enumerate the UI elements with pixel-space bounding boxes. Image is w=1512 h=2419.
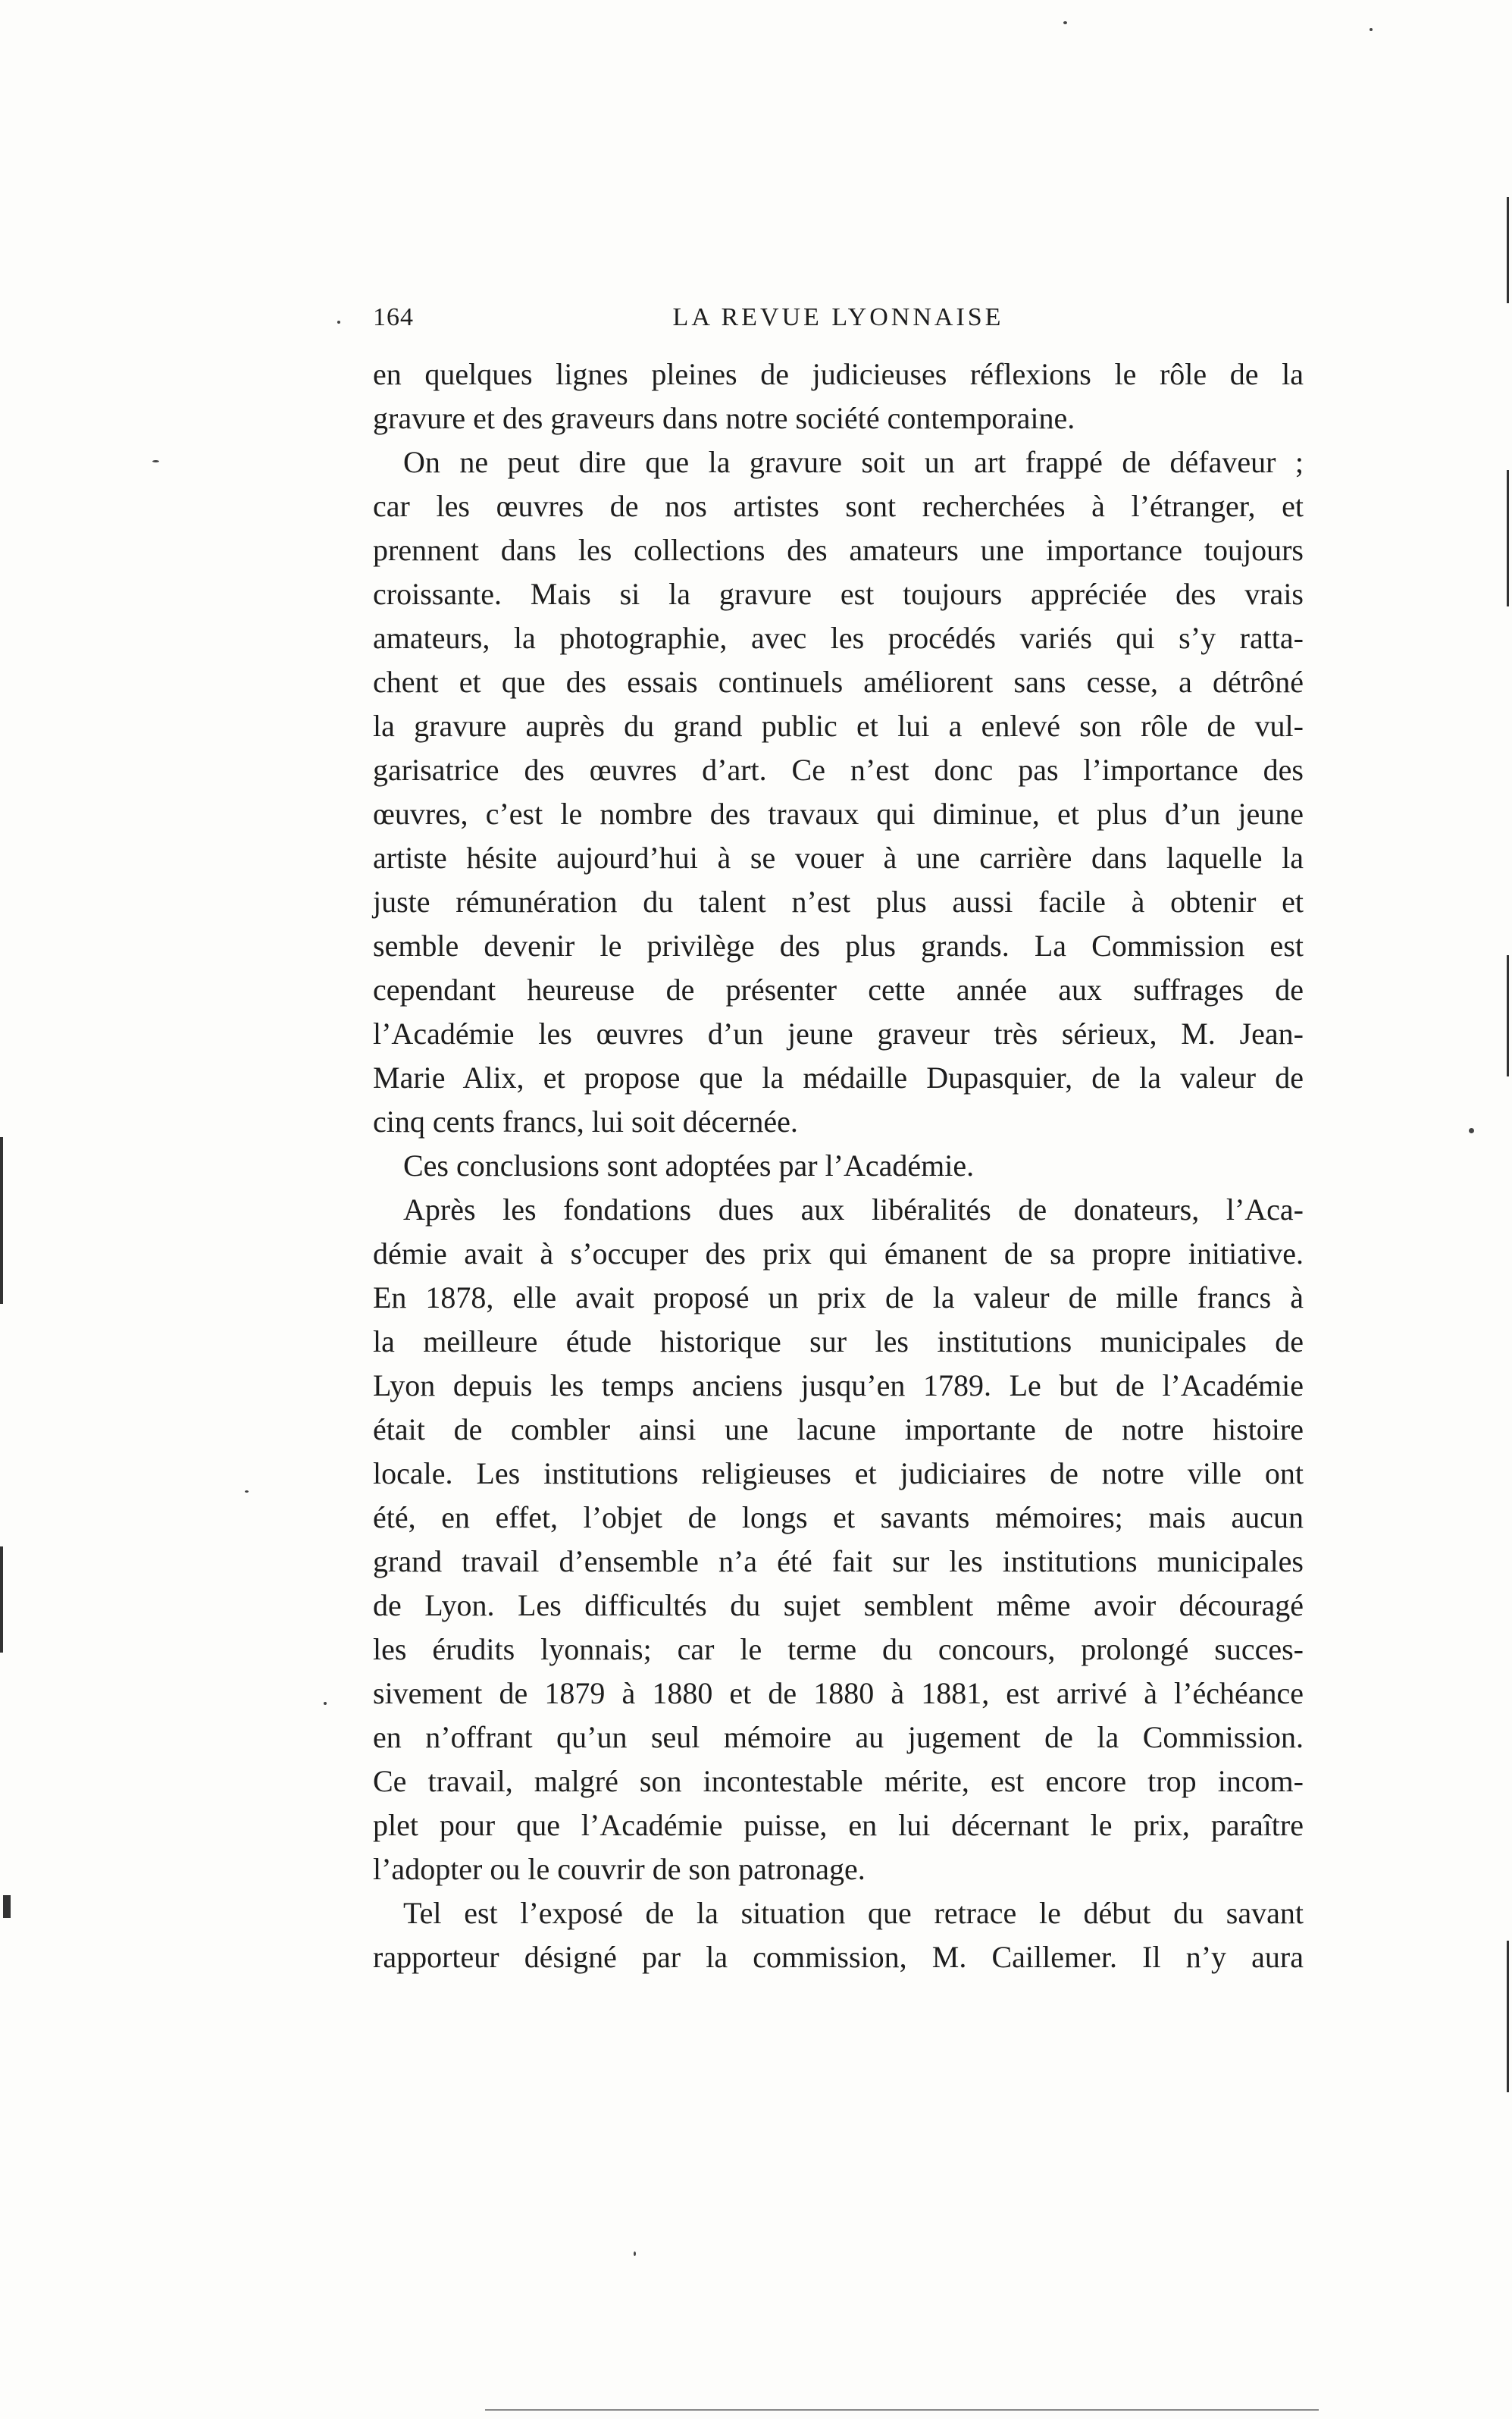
text-line: la meilleure étude historique sur les institutions municipales de xyxy=(373,1324,1304,1358)
text-line: cependant heureuse de présenter cette année aux suffrages de xyxy=(373,973,1304,1007)
paragraph-start-line: Ces conclusions sont adoptées par l’Académie. xyxy=(403,1148,975,1183)
text-line: locale. Les institutions religieuses et judiciaires de notre ville ont xyxy=(373,1456,1304,1490)
right-edge-artifact xyxy=(1507,197,1509,303)
page-number: 164 xyxy=(373,303,414,331)
text-line: garisatrice des œuvres d’art. Ce n’est donc pas l’importance des xyxy=(373,753,1304,787)
text-line: l’adopter ou le couvrir de son patronage. xyxy=(373,1852,866,1886)
text-line: chent et que des essais continuels améliorent sans cesse, a détrôné xyxy=(373,665,1304,699)
text-line: en n’offrant qu’un seul mémoire au jugement de la Commission. xyxy=(373,1720,1304,1754)
text-line: amateurs, la photographie, avec les procédés variés qui s’y ratta- xyxy=(373,621,1304,655)
text-line: sivement de 1879 à 1880 et de 1880 à 1881, est arrivé à l’échéance xyxy=(373,1676,1304,1710)
bottom-edge-artifact xyxy=(485,2409,1319,2411)
text-line: grand travail d’ensemble n’a été fait sur les institutions municipales xyxy=(373,1544,1304,1578)
journal-title: LA REVUE LYONNAISE xyxy=(672,303,1004,331)
text-line: la gravure auprès du grand public et lui a enlevé son rôle de vul- xyxy=(373,709,1304,743)
speck xyxy=(634,2251,636,2256)
text-line: artiste hésite aujourd’hui à se vouer à une carrière dans laquelle la xyxy=(373,841,1304,875)
text-line: croissante. Mais si la gravure est toujours appréciée des vrais xyxy=(373,577,1304,611)
text-line: plet pour que l’Académie puisse, en lui décernant le prix, paraître xyxy=(373,1808,1304,1842)
right-edge-artifact xyxy=(1507,1941,1509,2092)
text-line: en quelques lignes pleines de judicieuses réflexions le rôle de la xyxy=(373,357,1304,391)
text-line: l’Académie les œuvres d’un jeune graveur très sérieux, M. Jean- xyxy=(373,1017,1304,1051)
paragraph-start-line: Tel est l’exposé de la situation que retrace le début du savant xyxy=(403,1896,1304,1930)
left-edge-artifact xyxy=(3,1895,11,1918)
right-edge-artifact xyxy=(1507,470,1509,606)
text-line: Ce travail, malgré son incontestable mérite, est encore trop incom- xyxy=(373,1764,1304,1798)
text-line: gravure et des graveurs dans notre société contemporaine. xyxy=(373,401,1075,435)
speck xyxy=(1370,28,1373,31)
text-line: cinq cents francs, lui soit décernée. xyxy=(373,1105,798,1139)
body-text xyxy=(373,353,1304,1979)
text-line: Lyon depuis les temps anciens jusqu’en 1789. Le but de l’Académie xyxy=(373,1368,1304,1402)
text-line: rapporteur désigné par la commission, M. Caillemer. Il n’y aura xyxy=(373,1940,1304,1974)
speck xyxy=(1469,1128,1474,1133)
text-line: semble devenir le privilège des plus grands. La Commission est xyxy=(373,929,1304,963)
text-line: démie avait à s’occuper des prix qui émanent de sa propre initiative. xyxy=(373,1236,1304,1271)
speck xyxy=(152,460,159,462)
speck xyxy=(324,1702,327,1705)
left-edge-artifact xyxy=(0,1546,3,1653)
text-line: Marie Alix, et propose que la médaille Dupasquier, de la valeur de xyxy=(373,1061,1304,1095)
text-line: prennent dans les collections des amateurs une importance toujours xyxy=(373,533,1304,567)
text-line: les érudits lyonnais; car le terme du concours, prolongé succes- xyxy=(373,1632,1304,1666)
left-edge-artifact xyxy=(0,1137,3,1304)
text-line: œuvres, c’est le nombre des travaux qui diminue, et plus d’un jeune xyxy=(373,797,1304,831)
speck xyxy=(1063,21,1067,24)
text-line: été, en effet, l’objet de longs et savants mémoires; mais aucun xyxy=(373,1500,1304,1534)
paragraph-start-line: On ne peut dire que la gravure soit un art frappé de défaveur ; xyxy=(403,445,1304,479)
text-line: juste rémunération du talent n’est plus aussi facile à obtenir et xyxy=(373,885,1304,919)
text-line: de Lyon. Les difficultés du sujet semblent même avoir découragé xyxy=(373,1588,1304,1622)
speck xyxy=(337,321,340,324)
right-edge-artifact xyxy=(1507,955,1509,1076)
speck xyxy=(245,1490,249,1493)
paragraph-start-line: Après les fondations dues aux libéralités de donateurs, l’Aca- xyxy=(403,1192,1304,1227)
text-line: car les œuvres de nos artistes sont recherchées à l’étranger, et xyxy=(373,489,1304,523)
text-line: était de combler ainsi une lacune importante de notre histoire xyxy=(373,1412,1304,1446)
running-head xyxy=(373,303,1304,344)
text-line: En 1878, elle avait proposé un prix de la valeur de mille francs à xyxy=(373,1280,1304,1314)
